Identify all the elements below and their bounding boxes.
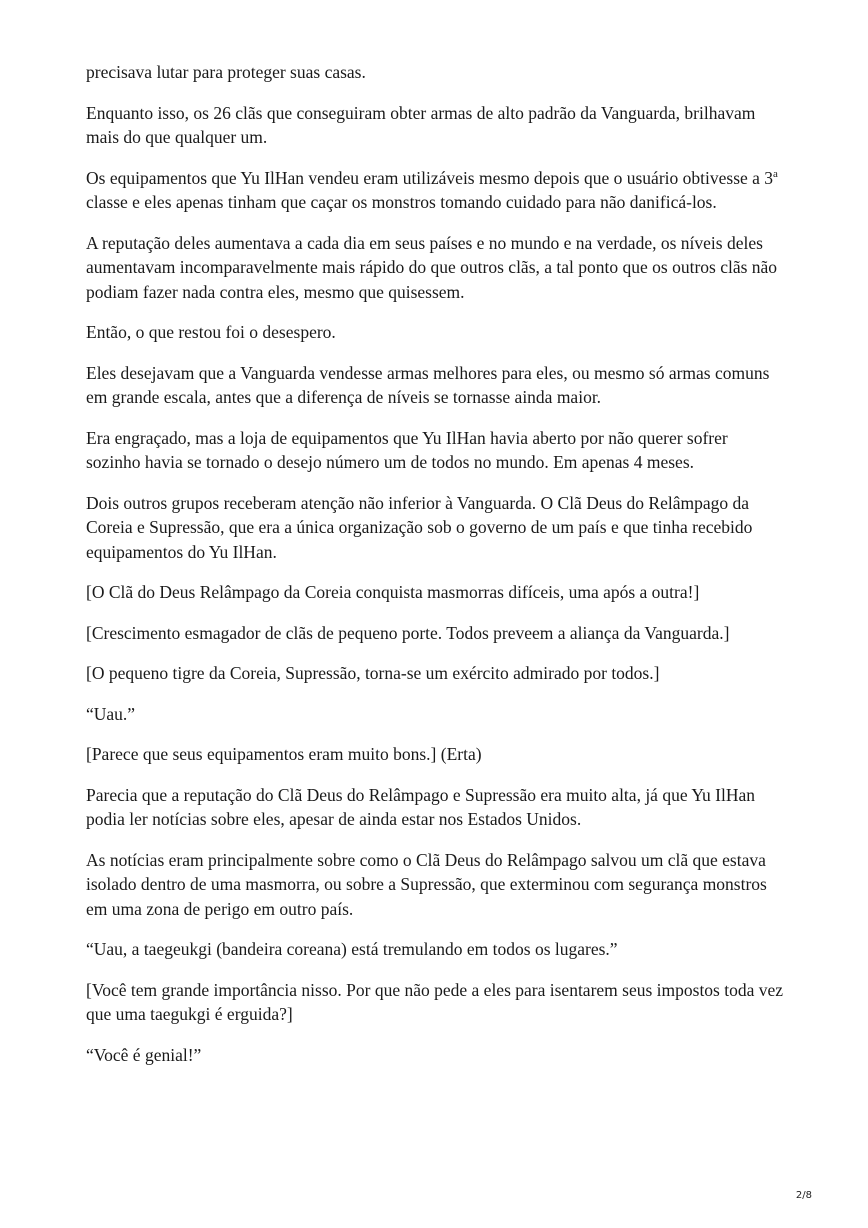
- paragraph: A reputação deles aumentava a cada dia em seus países e no mundo e na verdade, os níveis deles aumentavam incomparavelmente mais rápido do que outros clãs, a tal ponto que os outros clãs não podiam fazer nada contra eles, mesmo que quisessem.: [86, 232, 778, 302]
- page-number: 2/8: [795, 1190, 812, 1201]
- news-headline: [O Clã do Deus Relâmpago da Coreia conquista masmorras difíceis, uma após a outra!]: [86, 582, 700, 602]
- paragraph: Eles desejavam que a Vanguarda vendesse armas melhores para eles, ou mesmo só armas comuns em grande escala, antes que a diferença de níveis se tornasse ainda maior.: [86, 362, 770, 407]
- dialogue-line: “Você é genial!”: [86, 1044, 202, 1065]
- dialogue-line: [Parece que seus equipamentos eram muito bons.] (Erta): [86, 744, 482, 764]
- paragraph: precisava lutar para proteger suas casas.: [86, 62, 366, 82]
- document-page: [86, 60, 786, 1083]
- paragraph: Enquanto isso, os 26 clãs que conseguiram obter armas de alto padrão da Vanguarda, brilhavam mais do que qualquer um.: [86, 102, 756, 147]
- news-headline: [Crescimento esmagador de clãs de pequeno porte. Todos preveem a aliança da Vanguarda.]: [86, 622, 730, 643]
- dialogue-line: “Uau.”: [86, 703, 136, 724]
- paragraph: As notícias eram principalmente sobre como o Clã Deus do Relâmpago salvou um clã que estava isolado dentro de uma masmorra, ou sobre a Supressão, que exterminou com segurança monstros em uma zona de perigo em outro país.: [86, 849, 767, 919]
- news-headline: [O pequeno tigre da Coreia, Supressão, torna-se um exército admirado por todos.]: [86, 663, 660, 683]
- paragraph: Então, o que restou foi o desespero.: [86, 322, 336, 342]
- paragraph: Era engraçado, mas a loja de equipamentos que Yu IlHan havia aberto por não querer sofrer sozinho havia se tornado o desejo número um de todos no mundo. Em apenas 4 meses.: [86, 427, 728, 472]
- dialogue-line: [Você tem grande importância nisso. Por que não pede a eles para isentarem seus impostos toda vez que uma taegukgi é erguida?]: [86, 979, 784, 1024]
- paragraph: Dois outros grupos receberam atenção não inferior à Vanguarda. O Clã Deus do Relâmpago da Coreia e Supressão, que era a única organização sob o governo de um país e que tinha recebido equipamentos do Yu IlHan.: [86, 492, 753, 562]
- paragraph: Parecia que a reputação do Clã Deus do Relâmpago e Supressão era muito alta, já que Yu IlHan podia ler notícias sobre eles, apesar de ainda estar nos Estados Unidos.: [86, 784, 755, 829]
- paragraph: Os equipamentos que Yu IlHan vendeu eram utilizáveis mesmo depois que o usuário obtivesse a 3$^a$ classe e eles apenas tinham que caçar os monstros tomando cuidado para não danificá-los.: [86, 167, 778, 212]
- dialogue-line: “Uau, a taegeukgi (bandeira coreana) está tremulando em todos os lugares.”: [86, 939, 618, 959]
